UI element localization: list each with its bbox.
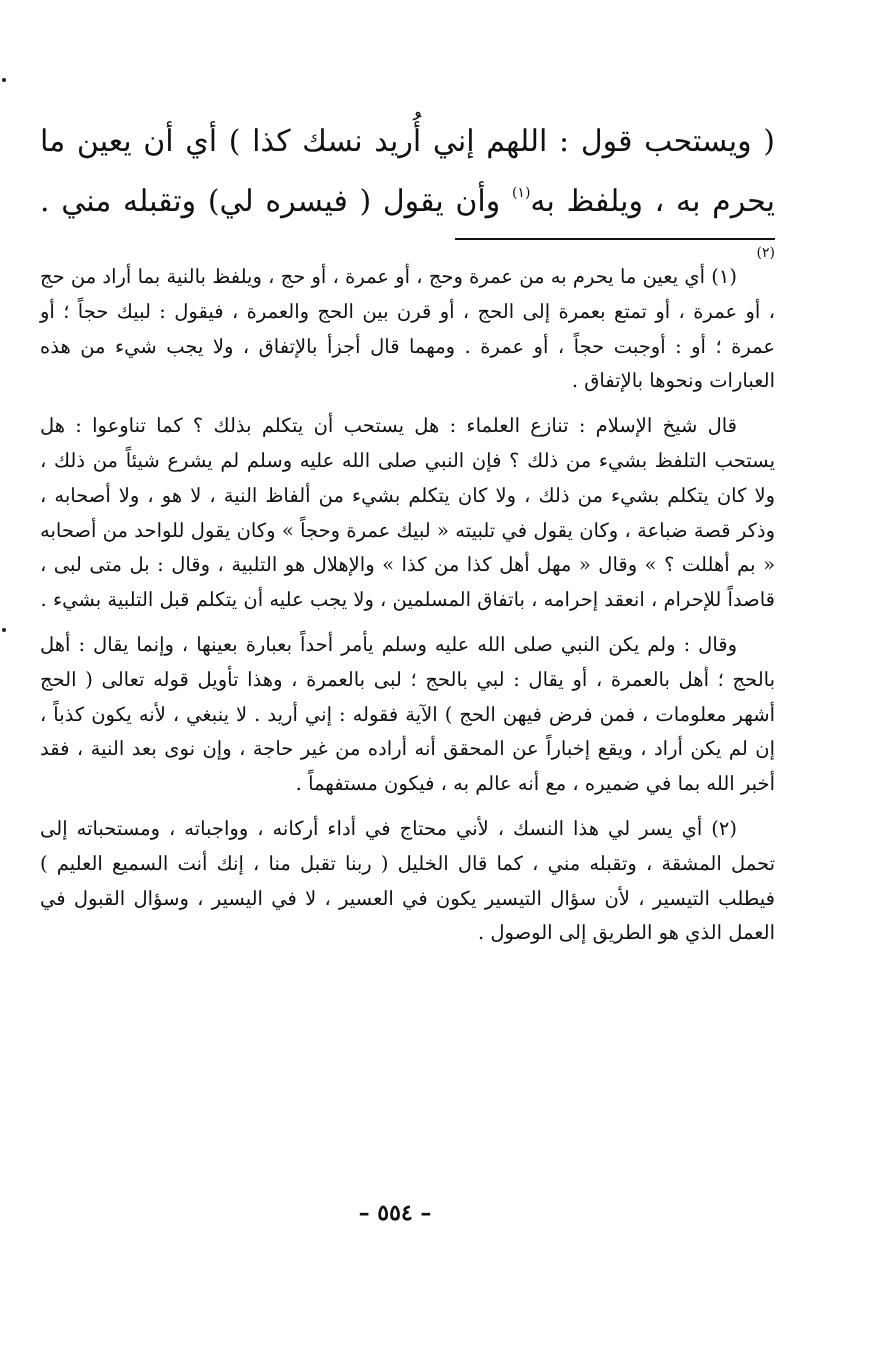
footnote-paragraph-4: (٢) أي يسر لي هذا النسك ، لأني محتاج في أداء أركانه ، وواجباته ، ومستحباته إلى تحمل المشقة ، وتقبله مني ، كما قال الخليل ( ربنا تقبل منا ، إنك أنت السميع العليم ) فيطلب التيسير ، لأن سؤال التيسير يكون في العسير ، لا في اليسير ، وسؤال القبول في العمل الذي هو الطريق إلى الوصول . bbox=[40, 816, 775, 945]
footnote-paragraph-2: قال شيخ الإسلام : تنازع العلماء : هل يستحب أن يتكلم بذلك ؟ كما تناوعوا : هل يستحب التلفظ بشيء من ذلك ؟ فإن النبي صلى الله عليه وسلم لم يشرع شيئاً من ذلك ، ولا كان يتكلم بشيء من ذلك ، ولا كان يتكلم بشيء من ألفاظ النية ، لا هو ، ولا أصحابه ، وذكر قصة ضباعة ، وكان يقول في تلبيته « لبيك عمرة وحجاً » وكان يقول للواحد من أصحابه « بم أهللت ؟ » وقال « مهل أهل كذا من كذا » والإهلال هو التلبية ، وقال : بل متى لبى ، قاصداً للإحرام ، انعقد إحرامه ، باتفاق المسلمين ، ولا يجب عليه أن يتكلم قبل التلبية بشيء . bbox=[40, 414, 775, 612]
margin-dot bbox=[2, 78, 6, 82]
page-number: – ٥٥٤ – bbox=[358, 1200, 432, 1226]
footnote-marker-1: (١) bbox=[511, 185, 531, 201]
margin-dot bbox=[2, 628, 6, 632]
footnote-separator bbox=[455, 238, 775, 240]
main-text-part-2: وأن يقول ( فيسره لي) وتقبله مني . bbox=[40, 184, 512, 219]
footnote-marker-2: (٢) bbox=[756, 245, 775, 261]
footnote-paragraph-3: وقال : ولم يكن النبي صلى الله عليه وسلم يأمر أحداً بعبارة بعينها ، وإنما يقال : أهل بالحج ؛ أهل بالعمرة ، أو يقال : لبي بالحج ؛ لبى بالعمرة ، وهذا تأويل قوله تعالى ( الحج أشهر معلومات ، فمن فرض فيهن الحج ) الآية فقوله : إني أريد . لا ينبغي ، لأنه يكون كذباً ، إن لم يكن أراد ، ويقع إخباراً عن المحقق أنه أراده من غير حاجة ، وإن نوى بعد النية ، فقد أخبر الله بما في ضميره ، مع أنه عالم به ، فيكون مستفهماً . bbox=[40, 632, 775, 796]
main-text-part-1: ( ويستحب قول : اللهم إني أُريد نسك كذا ) أي أن يعين ما يحرم به ، ويلفظ به bbox=[40, 124, 775, 219]
footnotes bbox=[40, 260, 775, 961]
footnote-paragraph-1: (١) أي يعين ما يحرم به من عمرة وحج ، أو عمرة ، أو حج ، ويلفظ بالنية بما أراد من حج ، أو عمرة ، أو تمتع بعمرة إلى الحج ، أو قرن بين الحج والعمرة ، فيقول : لبيك حجاً ؛ أو عمرة ؛ أو : أوجبت حجاً ، أو عمرة . ومهما قال أجزأ بالإتفاق ، ولا يجب شيء من هذه العبارات ونحوها بالإتفاق . bbox=[40, 265, 775, 393]
